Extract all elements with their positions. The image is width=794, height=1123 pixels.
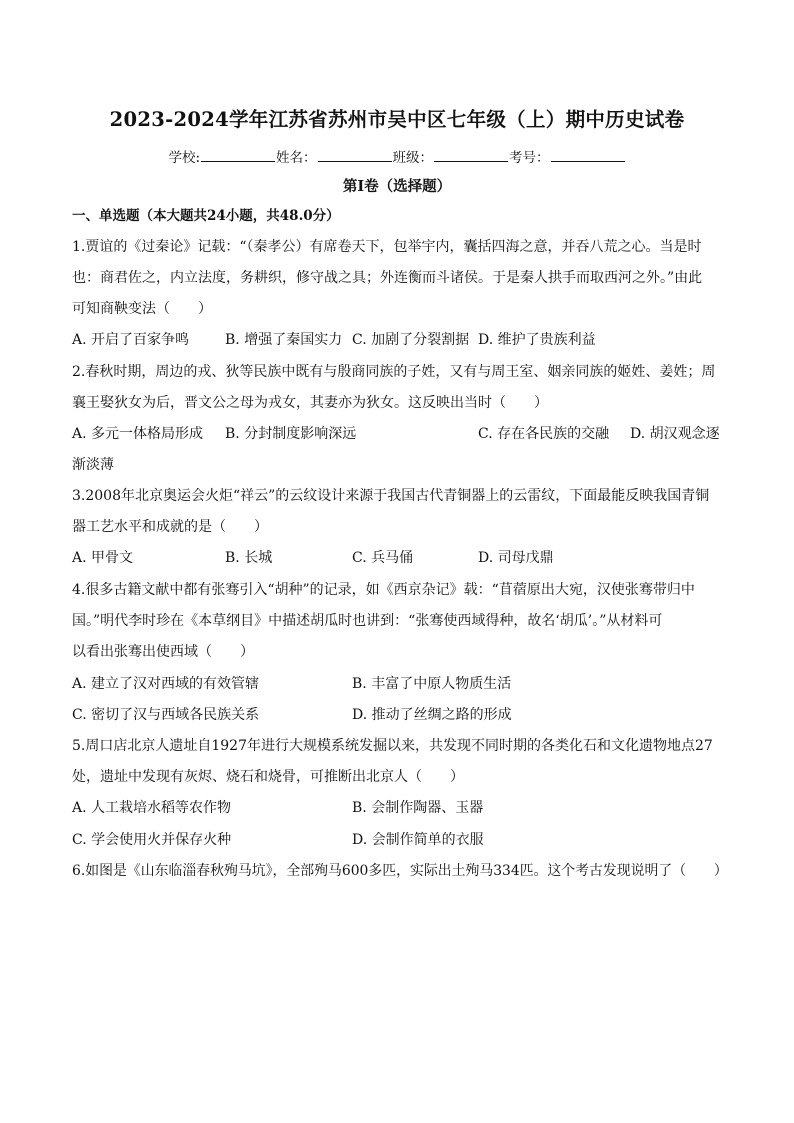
question-1-line-1: 1.贾谊的《过秦论》记载：“（秦孝公）有席卷天下，包举宇内，囊括四海之意，并吞八荒之心。当是时 bbox=[72, 239, 702, 255]
student-info-row bbox=[0, 146, 794, 166]
question-5-option-c: C. 学会使用火并保存火种 bbox=[72, 832, 232, 848]
class-blank bbox=[434, 149, 508, 162]
question-4-line-1: 4.很多古籍文献中都有张骞引入“胡种”的记录，如《西京杂记》载：“苜蓿原出大宛，汉使张骞带归中 bbox=[72, 582, 695, 598]
section-title: 一、单选题（本大题共24小题，共48.0分） bbox=[72, 208, 340, 224]
question-3-option-b: B. 长城 bbox=[225, 550, 273, 566]
question-2-line-1: 2.春秋时期，周边的戎、狄等民族中既有与殷商同族的子姓，又有与周王室、姻亲同族的姬姓、姜姓；周 bbox=[72, 364, 716, 380]
question-6-line-1: 6.如图是《山东临淄春秋殉马坑》，全部殉马600多匹，实际出土殉马334匹。这个考古发现说明了（ ） bbox=[72, 863, 728, 879]
question-3-option-c: C. 兵马俑 bbox=[352, 550, 414, 566]
name-label: 姓名： bbox=[276, 150, 317, 166]
question-5-line-2: 处，遗址中发现有灰烬、烧石和烧骨，可推断出北京人（ ） bbox=[72, 769, 464, 785]
question-4-line-3: 以看出张骞出使西域（ ） bbox=[72, 644, 254, 660]
question-5-line-1: 5.周口店北京人遗址自1927年进行大规模系统发掘以来，共发现不同时期的各类化石和文化遗物地点27 bbox=[72, 738, 713, 754]
question-1-option-c: C. 加剧了分裂割据 bbox=[352, 332, 470, 348]
exam-number-blank bbox=[551, 149, 625, 162]
question-5-option-a: A. 人工栽培水稻等农作物 bbox=[72, 800, 232, 816]
question-1-line-2: 也：商君佐之，内立法度，务耕织，修守战之具；外连衡而斗诸侯。于是秦人拱手而取西河之外。”由此 bbox=[72, 270, 703, 286]
question-2-option-c: C. 存在各民族的交融 bbox=[478, 426, 610, 442]
question-5-option-b: B. 会制作陶器、玉器 bbox=[352, 800, 484, 816]
question-2-option-d-continuation: 渐淡薄 bbox=[72, 457, 114, 473]
question-3-option-d: D. 司母戊鼎 bbox=[478, 550, 554, 566]
question-3-option-a: A. 甲骨文 bbox=[72, 550, 134, 566]
question-2-line-2: 襄王娶狄女为后，晋文公之母为戎女，其妻亦为狄女。这反映出当时（ ） bbox=[72, 395, 548, 411]
question-2-option-b: B. 分封制度影响深远 bbox=[225, 426, 357, 442]
question-4-option-c: C. 密切了汉与西域各民族关系 bbox=[72, 707, 260, 723]
question-2-option-d: D. 胡汉观念逐 bbox=[630, 426, 720, 442]
class-label: 班级： bbox=[392, 150, 434, 166]
name-blank bbox=[318, 149, 392, 162]
question-2-option-a: A. 多元一体格局形成 bbox=[72, 426, 204, 442]
school-label: 学校: bbox=[168, 150, 201, 166]
school-blank bbox=[201, 149, 275, 162]
question-1-option-b: B. 增强了秦国实力 bbox=[225, 332, 343, 348]
question-4-option-d: D. 推动了丝绸之路的形成 bbox=[352, 707, 512, 723]
question-4-option-a: A. 建立了汉对西域的有效管辖 bbox=[72, 676, 260, 692]
question-5-option-d: D. 会制作简单的衣服 bbox=[352, 832, 484, 848]
exam-title: 2023-2024学年江苏省苏州市吴中区七年级（上）期中历史试卷 bbox=[109, 108, 685, 131]
question-4-line-2: 国。”明代李时珍在《本草纲目》中描述胡瓜时也讲到：“张骞使西域得种，故名‘胡瓜’。”从材料可 bbox=[72, 613, 663, 629]
question-4-option-b: B. 丰富了中原人物质生活 bbox=[352, 676, 512, 692]
part-title: 第I卷（选择题） bbox=[342, 178, 452, 195]
question-1-option-a: A. 开启了百家争鸣 bbox=[72, 332, 190, 348]
exam-number-label: 考号： bbox=[509, 150, 550, 166]
question-1-line-3: 可知商鞅变法（ ） bbox=[72, 301, 212, 317]
question-3-line-2: 器工艺水平和成就的是（ ） bbox=[72, 519, 268, 535]
question-3-line-1: 3.2008年北京奥运会火炬“祥云”的云纹设计来源于我国古代青铜器上的云雷纹，下面最能反映我国青铜 bbox=[72, 488, 710, 504]
question-1-option-d: D. 维护了贵族利益 bbox=[478, 332, 596, 348]
